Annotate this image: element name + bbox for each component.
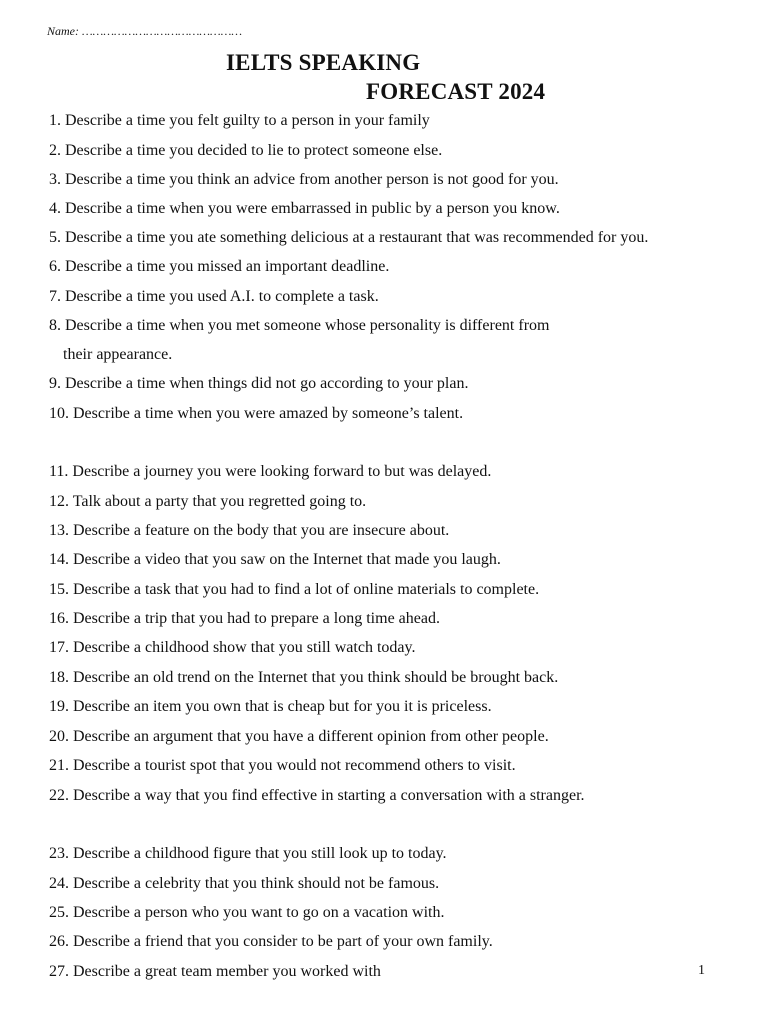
question-10: 10. Describe a time when you were amazed by someone’s talent. <box>49 405 464 422</box>
question-2: 2. Describe a time you decided to lie to protect someone else. <box>49 142 443 159</box>
question-21: 21. Describe a tourist spot that you would not recommend others to visit. <box>49 757 516 774</box>
question-27: 27. Describe a great team member you worked with <box>49 963 381 980</box>
question-18: 18. Describe an old trend on the Internet that you think should be brought back. <box>49 669 559 686</box>
question-4: 4. Describe a time when you were embarrassed in public by a person you know. <box>49 200 560 217</box>
question-3: 3. Describe a time you think an advice from another person is not good for you. <box>49 171 559 188</box>
question-20: 20. Describe an argument that you have a different opinion from other people. <box>49 728 549 745</box>
question-1: 1. Describe a time you felt guilty to a person in your family <box>49 112 430 129</box>
question-22: 22. Describe a way that you find effective in starting a conversation with a stranger. <box>49 787 585 804</box>
question-26: 26. Describe a friend that you consider to be part of your own family. <box>49 933 493 950</box>
question-17: 17. Describe a childhood show that you still watch today. <box>49 639 416 656</box>
question-14: 14. Describe a video that you saw on the Internet that made you laugh. <box>49 551 501 568</box>
question-8: 8. Describe a time when you met someone whose personality is different from <box>49 317 550 334</box>
question-7: 7. Describe a time you used A.I. to complete a task. <box>49 288 379 305</box>
question-12: 12. Talk about a party that you regretted going to. <box>49 493 367 510</box>
question-5: 5. Describe a time you ate something delicious at a restaurant that was recommended for you. <box>49 229 649 246</box>
question-8-continuation: their appearance. <box>63 346 173 363</box>
document-title-line-1: IELTS SPEAKING <box>226 50 421 75</box>
page-number: 1 <box>698 963 705 978</box>
question-25: 25. Describe a person who you want to go on a vacation with. <box>49 904 445 921</box>
question-9: 9. Describe a time when things did not go according to your plan. <box>49 375 469 392</box>
document-title-line-2: FORECAST 2024 <box>366 79 546 104</box>
question-11: 11. Describe a journey you were looking forward to but was delayed. <box>49 463 492 480</box>
question-6: 6. Describe a time you missed an important deadline. <box>49 258 390 275</box>
question-24: 24. Describe a celebrity that you think should not be famous. <box>49 875 440 892</box>
question-13: 13. Describe a feature on the body that you are insecure about. <box>49 522 450 539</box>
question-19: 19. Describe an item you own that is cheap but for you it is priceless. <box>49 698 492 715</box>
question-16: 16. Describe a trip that you had to prepare a long time ahead. <box>49 610 440 627</box>
question-15: 15. Describe a task that you had to find a lot of online materials to complete. <box>49 581 540 598</box>
name-field-line: Name: ……………………………………… <box>47 24 243 38</box>
question-23: 23. Describe a childhood figure that you still look up to today. <box>49 845 447 862</box>
